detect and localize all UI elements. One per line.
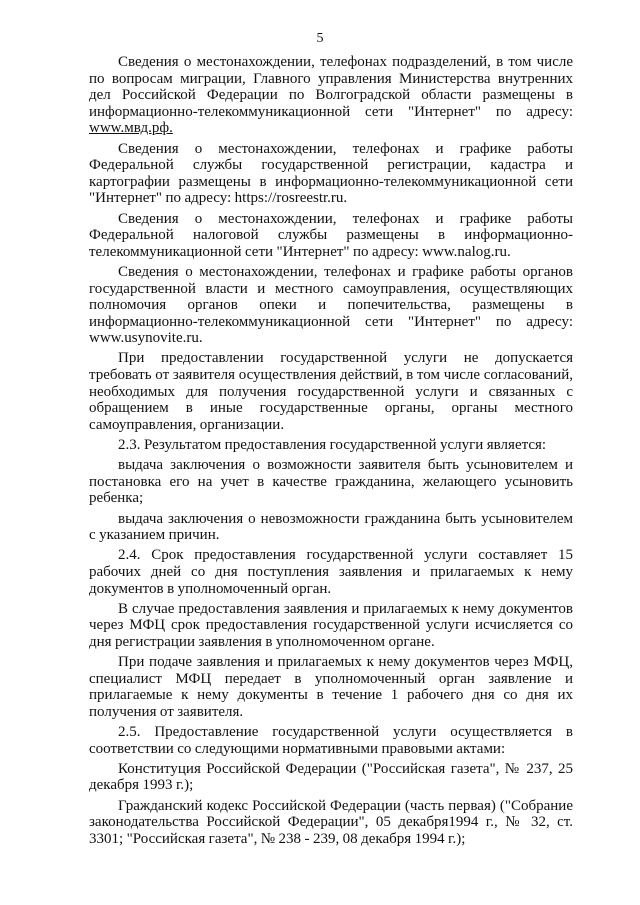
- paragraph-section-2-5: 2.5. Предоставление государственной услуги осуществляется в соответствии со следующими нормативными правовыми актами:: [89, 724, 573, 757]
- paragraph-civil-code: Гражданский кодекс Российской Федерации (часть первая) ("Собрание законодательства Российской Федерации", 05 декабря1994 г., № 32, ст. 3301; "Российская газета", № 238 - 239, 08 декабря 1994 г.);: [89, 797, 573, 847]
- paragraph-result-negative: выдача заключения о невозможности гражданина быть усыновителем с указанием причин.: [89, 510, 573, 544]
- paragraph-result-positive: выдача заключения о возможности заявителя быть усыновителем и постановка его на учет в качестве гражданина, желающего усыновить ребенка;: [89, 457, 573, 507]
- paragraph-rosreestr-contacts: Сведения о местонахождении, телефонах и графике работы Федеральной службы государственной регистрации, кадастра и картографии размещены в информационно-телекоммуникационной сети "Интернет" по адресу: https://rosreestr.ru.: [89, 140, 573, 207]
- paragraph-section-2-4: 2.4. Срок предоставления государственной услуги составляет 15 рабочих дней со дня поступления заявления и прилагаемых к нему документов в уполномоченный орган.: [89, 547, 573, 597]
- paragraph-nalog-contacts: Сведения о местонахождении, телефонах и графике работы Федеральной налоговой службы размещены в информационно-телекоммуникационной сети "Интернет" по адресу: www.nalog.ru.: [89, 210, 573, 260]
- paragraph-no-extra-requirements: При предоставлении государственной услуги не допускается требовать от заявителя осуществления действий, в том числе согласований, необходимых для получения государственной услуги и связанных с обращением в иные государственные органы, органы местного самоуправления, организации.: [89, 350, 573, 433]
- paragraph-section-2-3: 2.3. Результатом предоставления государственной услуги является:: [118, 437, 547, 454]
- mvd-website-link[interactable]: www.мвд.рф.: [89, 120, 173, 137]
- document-body: [89, 54, 573, 851]
- paragraph-mfc-transfer: При подаче заявления и прилагаемых к нему документов через МФЦ, специалист МФЦ передает в уполномоченный орган заявление и прилагаемые к нему документы в течение 1 рабочего дня со дня их получения от заявителя.: [89, 654, 573, 720]
- paragraph-text: Сведения о местонахождении, телефонах подразделений, в том числе по вопросам миграции, Главного управления Министерства внутренних дел Российской Федерации по Волгоградской области размещены в информационно-телекоммуникационной сети "Интернет" по адресу:: [89, 54, 573, 120]
- paragraph-guardianship-contacts: Сведения о местонахождении, телефонах и графике работы органов государственной власти и местного самоуправления, осуществляющих полномочия органов опеки и попечительства, размещены в информационно-телекоммуникационной сети "Интернет" по адресу: www.usynovite.ru.: [89, 263, 573, 347]
- page-number: 5: [316, 31, 324, 46]
- paragraph-constitution: Конституция Российской Федерации ("Российская газета", № 237, 25 декабря 1993 г.);: [89, 760, 573, 794]
- paragraph-mfc-term: В случае предоставления заявления и прилагаемых к нему документов через МФЦ срок предоставления государственной услуги исчисляется со дня регистрации заявления в уполномоченном органе.: [89, 600, 573, 650]
- paragraph-mvd-contacts: [89, 54, 573, 137]
